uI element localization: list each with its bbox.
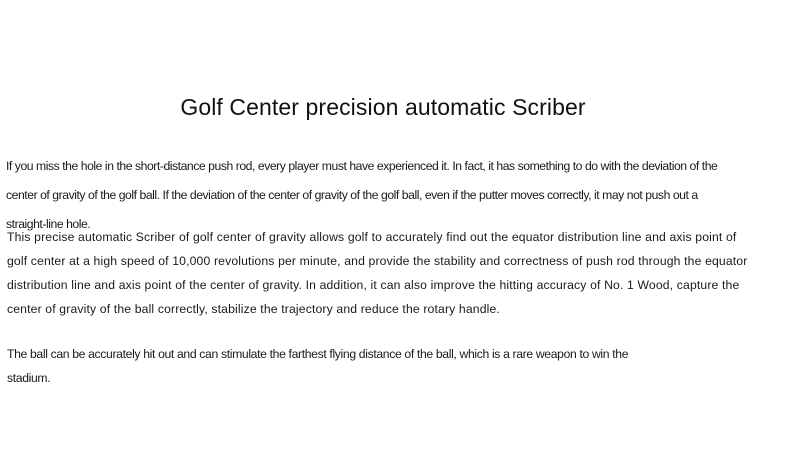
paragraph-line: center of gravity of the golf ball. If the deviation of the center of gravity of the golf ball, even if the putter moves correctly, it may not push out a [6, 188, 698, 202]
paragraph-line: If you miss the hole in the short-distance push rod, every player must have experienced it. In fact, it has something to do with the deviation of the [6, 159, 718, 173]
paragraph-line: This precise automatic Scriber of golf center of gravity allows golf to accurately find out the equator distribution line and axis point of [7, 230, 737, 244]
paragraph-line: golf center at a high speed of 10,000 revolutions per minute, and provide the stability and correctness of push rod through the equator [7, 254, 748, 268]
paragraph-line: stadium. [7, 371, 51, 385]
paragraph-line: straight-line hole. [6, 217, 91, 231]
paragraph-line: distribution line and axis point of the center of gravity. In addition, it can also improve the hitting accuracy of No. 1 Wood, capture the [7, 278, 740, 292]
paragraph-deviation [6, 152, 796, 231]
paragraph-scriber-description [7, 225, 787, 321]
paragraph-line: center of gravity of the ball correctly, stabilize the trajectory and reduce the rotary handle. [7, 302, 500, 316]
paragraph-line: The ball can be accurately hit out and can stimulate the farthest flying distance of the ball, which is a rare weapon to win the [7, 347, 629, 361]
paragraph-flying-distance [7, 342, 787, 390]
document-title: Golf Center precision automatic Scriber [180, 94, 586, 120]
